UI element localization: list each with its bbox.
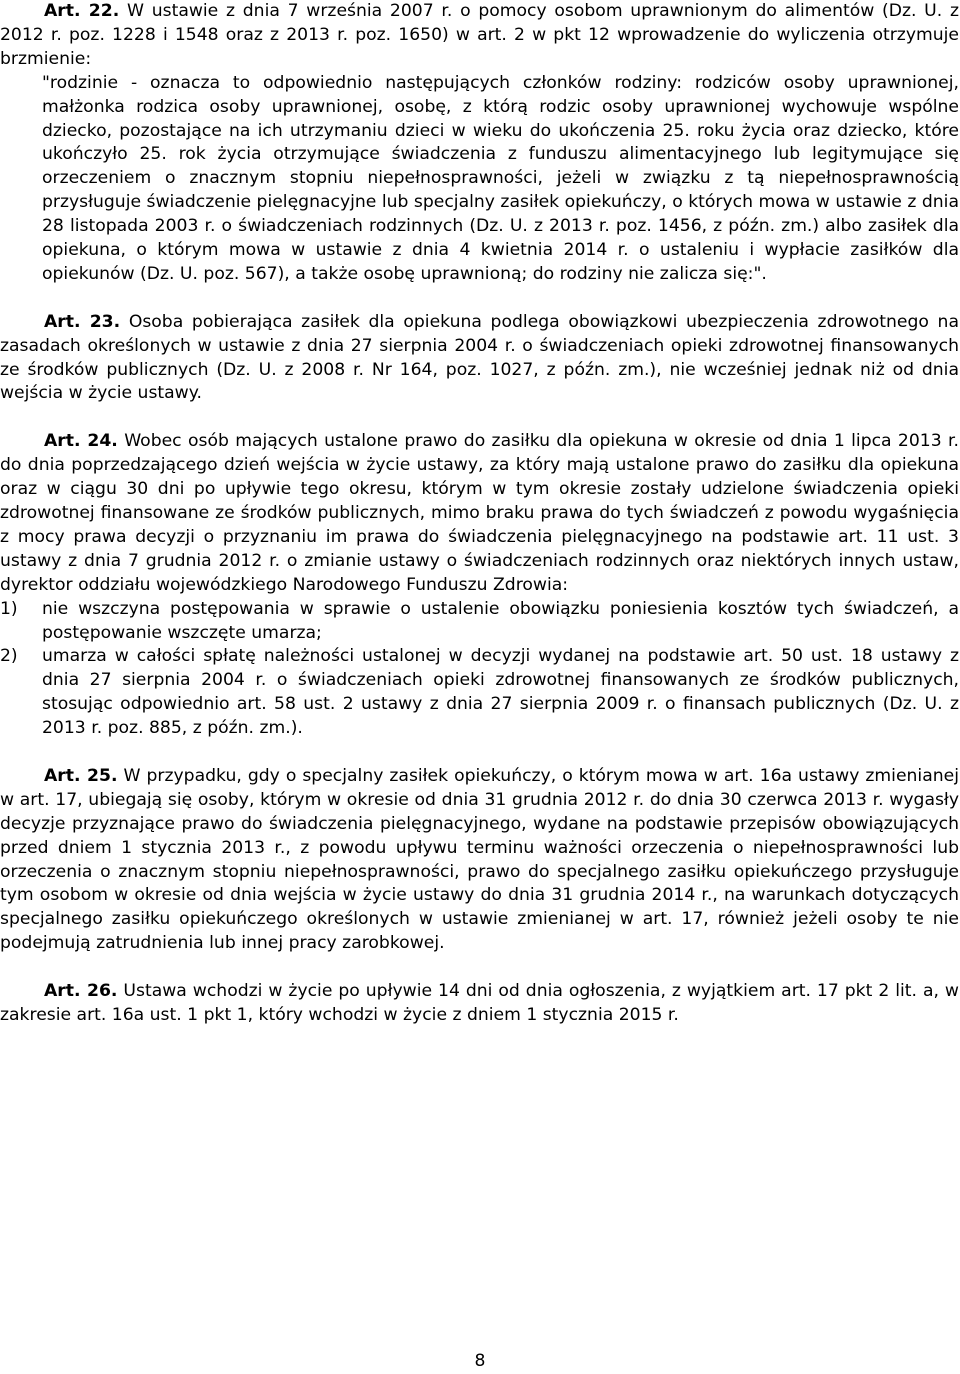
spacer (0, 406, 959, 430)
art-26-paragraph (0, 980, 959, 1028)
item-number: 1) (0, 598, 18, 619)
art-22-quote: "rodzinie - oznacza to odpowiednio następujących członków rodziny: rodziców osoby uprawnionej, małżonka rodzica osoby uprawnionej, osobę, z którą rodzic osoby uprawnionej wychowuje wspólne dziecko, pozostające na ich utrzymaniu dzieci w wieku do ukończenia 25. roku życia oraz dziecko, które ukończyło 25. rok życia otrzymujące świadczenia z funduszu alimentacyjnego lub legitymujące się orzeczeniem o znacznym stopniu niepełnosprawności, jeżeli w związku z tą niepełnosprawnością przysługuje świadczenie pielęgnacyjne lub specjalny zasiłek opiekuńczy, o których mowa w ustawie z dnia 28 listopada 2003 r. o świadczeniach rodzinnych (Dz. U. z 2013 r. poz. 1456, z późn. zm.) albo zasiłek dla opiekuna, o którym mowa w ustawie z dnia 4 kwietnia 2014 r. o ustaleniu i wypłacie zasiłków dla opiekunów (Dz. U. poz. 567), a także osobę uprawnioną; do rodziny nie zalicza się:". (42, 72, 959, 284)
art-24-text: Wobec osób mających ustalone prawo do zasiłku dla opiekuna w okresie od dnia 1 lipca 2013 r. do dnia poprzedzającego dzień wejścia w życie ustawy, za który mają ustalone prawo do zasiłku dla opiekuna oraz w ciągu 30 dni po upływie tego okresu, którym w tym okresie zostały udzielone świadczenia opieki zdrowotnej finansowane ze środków publicznych, mimo braku prawa do tych świadczeń z powodu wygaśnięcia z mocy prawa decyzji o przyznaniu im prawa do świadczenia pielęgnacyjnego na podstawie art. 11 ust. 3 ustawy z dnia 7 grudnia 2012 r. o zmianie ustawy o świadczeniach rodzinnych oraz niektórych innych ustaw, dyrektor oddziału wojewódzkiego Narodowego Funduszu Zdrowia: (0, 431, 959, 595)
art-23-paragraph (0, 311, 959, 407)
item-text: nie wszczyna postępowania w sprawie o ustalenie obowiązku poniesienia kosztów tych świadczeń, a postępowanie wszczęte umarza; (42, 598, 959, 643)
art-26-label: Art. 26. (44, 981, 118, 1002)
art-24-item-2 (0, 645, 959, 741)
art-23-label: Art. 23. (44, 311, 121, 332)
art-24-item-1 (0, 598, 959, 646)
page-number: 8 (474, 1351, 486, 1371)
art-25-paragraph (0, 765, 959, 956)
art-22-text: W ustawie z dnia 7 września 2007 r. o pomocy osobom uprawnionym do alimentów (Dz. U. z 2012 r. poz. 1228 i 1548 oraz z 2013 r. poz. 1650) w art. 2 w pkt 12 wprowadzenie do wyliczenia otrzymuje brzmienie: (0, 1, 959, 69)
art-23-text: Osoba pobierająca zasiłek dla opiekuna podlega obowiązkowi ubezpieczenia zdrowotnego na zasadach określonych w ustawie z dnia 27 sierpnia 2004 r. o świadczeniach opieki zdrowotnej finansowanych ze środków publicznych (Dz. U. z 2008 r. Nr 164, poz. 1027, z późn. zm.), nie wcześniej jednak niż od dnia wejścia w życie ustawy. (0, 311, 959, 404)
spacer (0, 287, 959, 311)
spacer (0, 956, 959, 980)
art-22-paragraph (0, 0, 959, 72)
item-text: umarza w całości spłatę należności ustalonej w decyzji wydanej na podstawie art. 50 ust. 18 ustawy z dnia 27 sierpnia 2004 r. o świadczeniach opieki zdrowotnej finansowanych ze środków publicznych, stosując odpowiednio art. 58 ust. 2 ustawy z dnia 27 sierpnia 2009 r. o finansach publicznych (Dz. U. z 2013 r. poz. 885, z późn. zm.). (42, 646, 959, 739)
art-24-paragraph (0, 430, 959, 597)
art-25-text: W przypadku, gdy o specjalny zasiłek opiekuńczy, o którym mowa w art. 16a ustawy zmienianej w art. 17, ubiegają się osoby, którym w okresie od dnia 31 grudnia 2012 r. do dnia 30 czerwca 2013 r. wygasły decyzje przyznające prawo do świadczenia pielęgnacyjnego, wydane na podstawie przepisów obowiązujących przed dniem 1 stycznia 2013 r., z powodu upływu terminu ważności orzeczenia o niepełnosprawności lub orzeczenia o znacznym stopniu niepełnosprawności, prawo do specjalnego zasiłku opiekuńczego przysługuje tym osobom w okresie od dnia wejścia w życie ustawy do dnia 31 grudnia 2014 r., na warunkach dotyczących specjalnego zasiłku opiekuńczego określonych w ustawie zmienianej w art. 17, również jeżeli osoby te nie podejmują zatrudnienia lub innej pracy zarobkowej. (0, 765, 959, 954)
art-26-text: Ustawa wchodzi w życie po upływie 14 dni od dnia ogłoszenia, z wyjątkiem art. 17 pkt 2 lit. a, w zakresie art. 16a ust. 1 pkt 1, który wchodzi w życie z dniem 1 stycznia 2015 r. (0, 981, 959, 1025)
spacer (0, 741, 959, 765)
art-24-label: Art. 24. (44, 431, 118, 452)
item-number: 2) (0, 646, 18, 667)
art-25-label: Art. 25. (44, 765, 118, 786)
art-22-label: Art. 22. (44, 1, 120, 21)
